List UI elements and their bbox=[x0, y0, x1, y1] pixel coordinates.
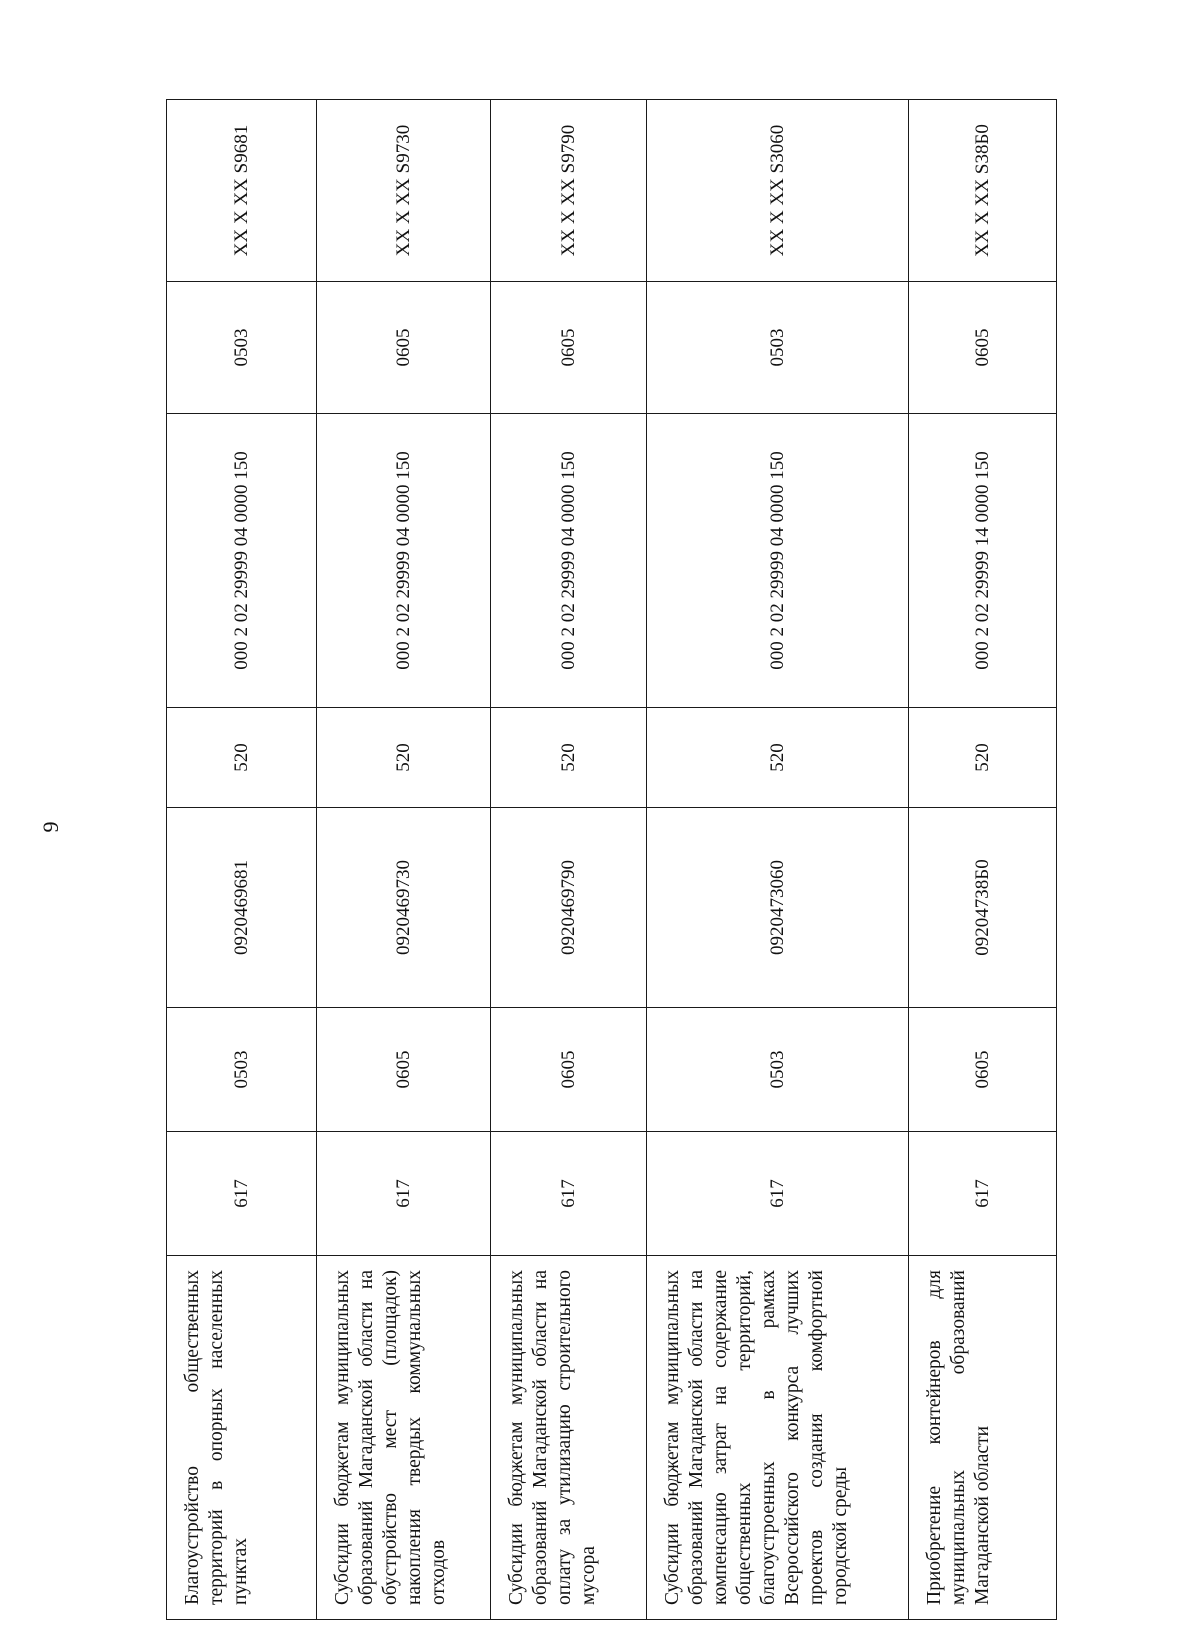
section-cell: 0605 bbox=[491, 1008, 647, 1132]
target-article-cell: 0920469730 bbox=[317, 808, 491, 1008]
row-description: Приобретение контейнеров для муниципальных образований Магаданской области bbox=[909, 1256, 1057, 1620]
table-row bbox=[909, 100, 1057, 1620]
code-cell: XX X XX S38Б0 bbox=[909, 100, 1057, 282]
target-article-cell: 092047З8Б0 bbox=[909, 808, 1057, 1008]
section-cell: 0605 bbox=[317, 1008, 491, 1132]
section2-cell: 0503 bbox=[647, 282, 909, 414]
table-row bbox=[167, 100, 317, 1620]
expense-type-cell: 520 bbox=[491, 708, 647, 808]
section-cell: 0503 bbox=[647, 1008, 909, 1132]
target-article-cell: 0920473060 bbox=[647, 808, 909, 1008]
page-number: 9 bbox=[38, 821, 63, 833]
expense-type-cell: 520 bbox=[167, 708, 317, 808]
expense-type-cell: 520 bbox=[647, 708, 909, 808]
expense-type-cell: 520 bbox=[909, 708, 1057, 808]
row-description: Субсидии бюджетам муниципальных образований Магаданской области на оплату за утилизацию строительного мусора bbox=[491, 1256, 647, 1620]
row-description: Субсидии бюджетам муниципальных образований Магаданской области на компенсацию затрат на содержание общественных территорий, благоустроенных в рамках Всероссийского конкурса лучших проектов создания комфортной городской среды bbox=[647, 1256, 909, 1620]
target-article-cell: 0920469790 bbox=[491, 808, 647, 1008]
income-code-cell: 000 2 02 29999 04 0000 150 bbox=[317, 414, 491, 708]
code-cell: XX X XX S9681 bbox=[167, 100, 317, 282]
section2-cell: 0605 bbox=[491, 282, 647, 414]
admin-code-cell: 617 bbox=[167, 1132, 317, 1256]
section-cell: 0503 bbox=[167, 1008, 317, 1132]
table-row bbox=[317, 100, 491, 1620]
admin-code-cell: 617 bbox=[317, 1132, 491, 1256]
income-code-cell: 000 2 02 29999 14 0000 150 bbox=[909, 414, 1057, 708]
section2-cell: 0503 bbox=[167, 282, 317, 414]
admin-code-cell: 617 bbox=[909, 1132, 1057, 1256]
table-row bbox=[647, 100, 909, 1620]
table-row bbox=[491, 100, 647, 1620]
section2-cell: 0605 bbox=[909, 282, 1057, 414]
section2-cell: 0605 bbox=[317, 282, 491, 414]
code-cell: XX X XX S9730 bbox=[317, 100, 491, 282]
code-cell: XX X XX S9790 bbox=[491, 100, 647, 282]
admin-code-cell: 617 bbox=[647, 1132, 909, 1256]
expense-type-cell: 520 bbox=[317, 708, 491, 808]
admin-code-cell: 617 bbox=[491, 1132, 647, 1256]
income-code-cell: 000 2 02 29999 04 0000 150 bbox=[167, 414, 317, 708]
budget-table-container bbox=[166, 100, 1056, 1620]
budget-table bbox=[166, 99, 1057, 1620]
income-code-cell: 000 2 02 29999 04 0000 150 bbox=[647, 414, 909, 708]
row-description: Благоустройство общественных территорий в опорных населенных пунктах bbox=[167, 1256, 317, 1620]
section-cell: 0605 bbox=[909, 1008, 1057, 1132]
code-cell: XX X XX S3060 bbox=[647, 100, 909, 282]
target-article-cell: 0920469681 bbox=[167, 808, 317, 1008]
row-description: Субсидии бюджетам муниципальных образований Магаданской области на обустройство мест (площадок) накопления твердых коммунальных отходов bbox=[317, 1256, 491, 1620]
income-code-cell: 000 2 02 29999 04 0000 150 bbox=[491, 414, 647, 708]
rotated-table-frame bbox=[166, 100, 1056, 1620]
